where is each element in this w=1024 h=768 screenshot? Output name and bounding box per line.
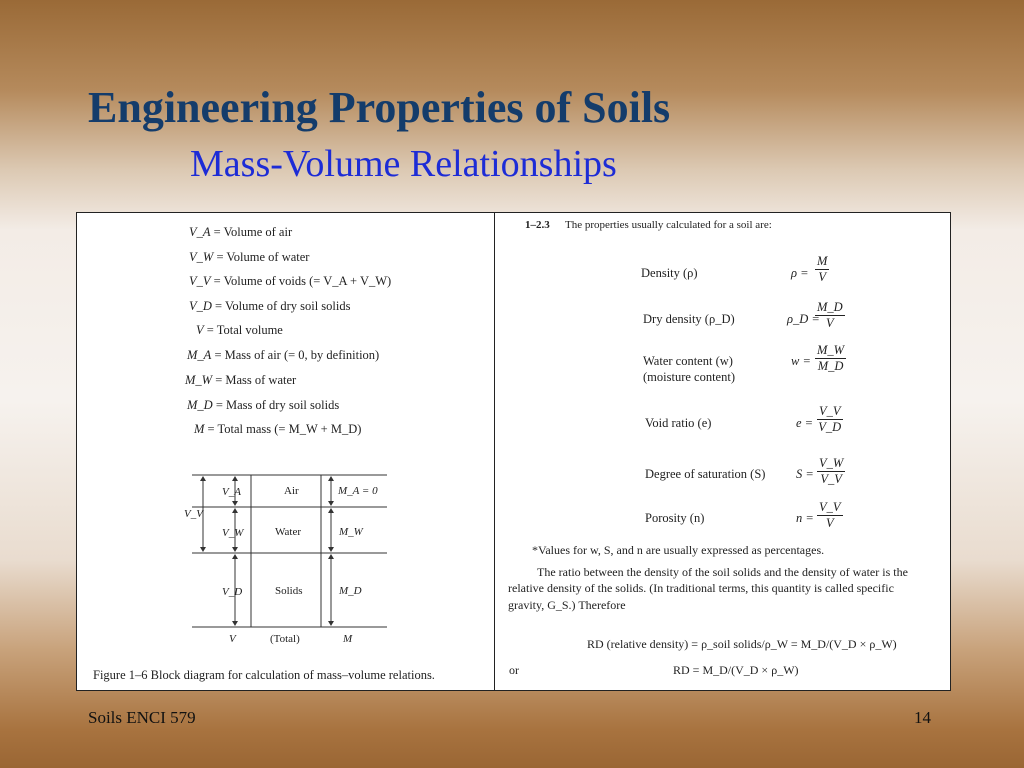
fraction-numerator: V_V: [819, 404, 841, 418]
rd-equation-1: RD (relative density) = ρ_soil solids/ρ_W = M_D/(V_D × ρ_W): [587, 637, 897, 651]
paragraph-line-1: The ratio between the density of the soil solids and the density of water is the: [537, 565, 908, 579]
definition-text: = Mass of air (= 0, by definition): [214, 348, 380, 362]
ma-label: M_A = 0: [338, 485, 378, 497]
fraction-denominator: V_V: [820, 472, 842, 486]
fraction-denominator: V: [825, 516, 834, 530]
formula-lhs: e =: [796, 416, 814, 430]
page-number: 14: [914, 708, 931, 727]
definition-text: = Volume of water: [216, 250, 310, 264]
fraction-numerator: M_W: [817, 343, 845, 357]
definition-row: [194, 422, 361, 437]
properties-panel: [494, 212, 951, 691]
definitions-panel: [76, 212, 495, 691]
formula-lhs: ρ_D =: [787, 312, 820, 326]
total-v-label: V: [229, 633, 236, 645]
formula-lhs: S =: [796, 467, 814, 481]
definition-text: = Mass of water: [215, 373, 297, 387]
vv-label: V_V: [184, 508, 203, 520]
definition-text: = Volume of air: [213, 225, 293, 239]
definition-row: [189, 225, 292, 240]
property-name: Degree of saturation (S): [645, 467, 766, 481]
definition-symbol: M_A: [187, 348, 212, 362]
property-name-secondary: (moisture content): [643, 370, 735, 384]
definition-text: = Total volume: [206, 323, 283, 337]
definition-row: [187, 398, 339, 413]
fraction-denominator: V_D: [818, 420, 842, 434]
phase-water-label: Water: [275, 526, 301, 538]
paragraph-line-2: relative density of the solids. (In traditional terms, this quantity is called specific: [508, 581, 894, 595]
fraction-numerator: M: [817, 254, 828, 268]
phase-solids-label: Solids: [275, 585, 303, 597]
definition-symbol: V_A: [189, 225, 211, 239]
formula-fraction: [817, 404, 843, 435]
block-diagram: [177, 471, 407, 651]
fraction-numerator: M_D: [817, 300, 843, 314]
definition-symbol: M_D: [187, 398, 213, 412]
fraction-numerator: V_V: [819, 500, 841, 514]
formula-fraction: [815, 343, 846, 374]
rd-equation-2: RD = M_D/(V_D × ρ_W): [673, 663, 799, 677]
formula-lhs: w =: [791, 354, 811, 368]
definition-row: [189, 274, 391, 289]
property-name: Density (ρ): [641, 266, 698, 280]
definition-text: = Volume of voids (= V_A + V_W): [213, 274, 392, 288]
figure-caption: Figure 1–6 Block diagram for calculation of mass–volume relations.: [93, 668, 435, 682]
definition-row: [187, 348, 379, 363]
definition-symbol: V_V: [189, 274, 211, 288]
footer-course-label: Soils ENCI 579: [88, 708, 196, 727]
definition-text: = Total mass (= M_W + M_D): [207, 422, 362, 436]
vw-label: V_W: [222, 527, 244, 539]
vd-label: V_D: [222, 586, 243, 598]
total-m-label: M: [343, 633, 353, 645]
or-label: or: [509, 663, 519, 677]
fraction-denominator: M_D: [817, 359, 844, 373]
definition-symbol: M_W: [185, 373, 213, 387]
definition-row: [189, 250, 309, 265]
mw-label: M_W: [339, 526, 363, 538]
paragraph-line-3: gravity, G_S.) Therefore: [508, 598, 626, 612]
property-name: Water content (w): [643, 354, 733, 368]
definition-row: [185, 373, 296, 388]
percentage-note: *Values for w, S, and n are usually expressed as percentages.: [532, 543, 825, 557]
definition-text: = Volume of dry soil solids: [215, 299, 351, 313]
formula-fraction: [817, 456, 845, 487]
slide-subtitle: Mass-Volume Relationships: [190, 143, 617, 185]
formula-lhs: n =: [796, 511, 814, 525]
property-name: Porosity (n): [645, 511, 705, 525]
va-label: V_A: [222, 486, 241, 498]
formula-fraction: [815, 300, 845, 331]
definition-symbol: V_D: [189, 299, 212, 313]
phase-air-label: Air: [284, 485, 299, 497]
definition-symbol: V: [196, 323, 204, 337]
property-name: Void ratio (e): [645, 416, 712, 430]
definition-row: [196, 323, 283, 338]
definition-symbol: M: [194, 422, 205, 436]
fraction-denominator: V: [826, 316, 834, 330]
property-name: Dry density (ρ_D): [643, 312, 735, 326]
total-label: (Total): [270, 633, 300, 645]
md-label: M_D: [339, 585, 362, 597]
definition-text: = Mass of dry soil solids: [215, 398, 340, 412]
formula-lhs: ρ =: [791, 266, 809, 280]
formula-fraction: [815, 254, 829, 285]
slide-title: Engineering Properties of Soils: [88, 83, 671, 132]
fraction-numerator: V_W: [819, 456, 844, 470]
section-number: 1–2.3: [525, 219, 550, 231]
definition-symbol: V_W: [189, 250, 214, 264]
formula-fraction: [817, 500, 843, 531]
definition-row: [189, 299, 350, 314]
fraction-denominator: V: [818, 270, 827, 284]
section-heading: The properties usually calculated for a soil are:: [565, 219, 772, 231]
